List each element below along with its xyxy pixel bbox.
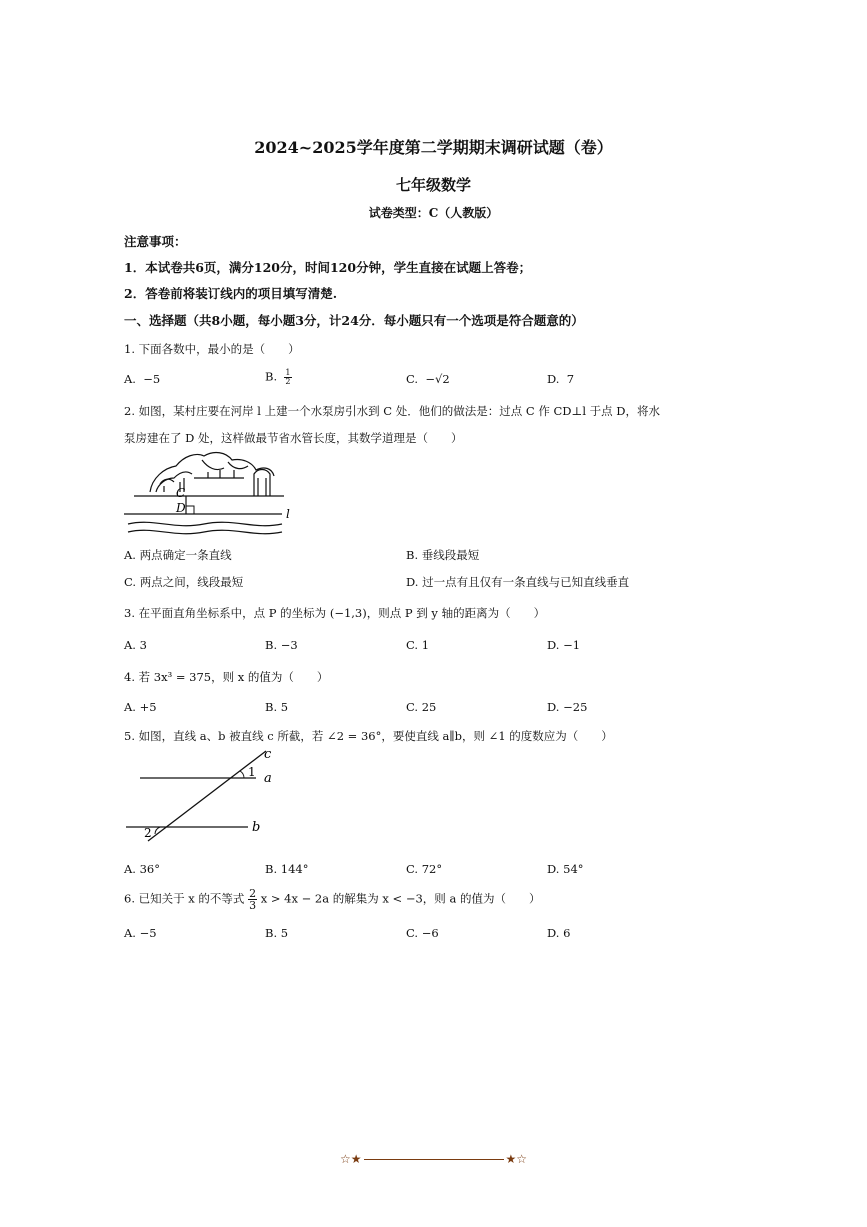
q1-b-num: 1 (285, 368, 291, 377)
q3-option-d: D. −1 (547, 638, 581, 652)
q3-option-c: C. 1 (406, 638, 430, 652)
q1-d-label: D. (547, 372, 560, 386)
notes-item-1: 1．本试卷共6页，满分120分，时间120分钟，学生直接在试题上答卷； (124, 260, 532, 275)
q2-stem-line1: 2. 如图，某村庄要在河岸 l 上建一个水泵房引水到 C 处．他们的做法是：过点 C 作 CD⊥l 于点 D，将水 (124, 404, 661, 418)
q1-option-d (547, 372, 574, 386)
label-a: a (264, 771, 272, 786)
footer-ornament (0, 1152, 867, 1166)
q2-figure-village-river (124, 448, 294, 540)
q2-stem-line2: 泵房建在了 D 处，这样做最节省水管长度，其数学道理是（ ） (124, 431, 463, 445)
q1-b-fraction (284, 369, 291, 386)
q5-option-a: A. 36° (124, 862, 160, 876)
q3-option-b: B. −3 (265, 638, 298, 652)
footer-stars-right: ★☆ (505, 1152, 528, 1166)
q6-num: 2 (249, 887, 257, 900)
q4-option-b: B. 5 (265, 700, 289, 714)
q6-stem-post: x > 4x − 2a 的解集为 x < −3，则 a 的值为（ ） (260, 891, 541, 906)
q6-option-b: B. 5 (265, 926, 289, 940)
q5-stem: 5. 如图，直线 a、b 被直线 c 所截，若 ∠2 = 36°，要使直线 a∥b，则 ∠1 的度数应为（ ） (124, 729, 613, 743)
label-d: D (176, 501, 186, 515)
right-angle-mark (186, 506, 194, 514)
q3-option-a: A. 3 (124, 638, 147, 652)
q6-den: 3 (249, 899, 257, 912)
q1-c-value: −√2 (425, 372, 450, 386)
q1-a-value: −5 (143, 372, 161, 386)
q1-d-value: 7 (566, 372, 575, 386)
q2-option-b: B. 垂线段最短 (406, 548, 480, 562)
river-wave-1 (128, 522, 282, 525)
notes-item-2: 2．答卷前将装订线内的项目填写清楚. (124, 286, 338, 301)
q6-stem (124, 888, 540, 911)
q6-option-d: D. 6 (547, 926, 571, 940)
notes-heading: 注意事项： (124, 234, 187, 249)
q1-option-a (124, 372, 160, 386)
q2-option-c: C. 两点之间，线段最短 (124, 575, 244, 589)
label-c: c (264, 747, 272, 762)
q1-option-c (406, 372, 450, 386)
q2-option-d: D. 过一点有且仅有一条直线与已知直线垂直 (406, 575, 630, 589)
q4-option-a: A. +5 (124, 700, 157, 714)
label-c: C (176, 486, 186, 500)
q5-option-d: D. 54° (547, 862, 584, 876)
label-angle-1: 1 (248, 765, 256, 779)
exam-title: 2024~2025学年度第二学期期末调研试题（卷） (254, 138, 613, 157)
exam-type: 试卷类型：C（人教版） (368, 206, 499, 220)
q4-option-d: D. −25 (547, 700, 588, 714)
q2-option-a: A. 两点确定一条直线 (124, 548, 232, 562)
section-heading: 一、选择题（共8小题，每小题3分，计24分．每小题只有一个选项是符合题意的） (124, 313, 584, 328)
footer-stars-left: ☆★ (339, 1152, 362, 1166)
q1-b-label: B. (265, 369, 278, 384)
q1-c-label: C. (406, 372, 419, 386)
footer-rule (364, 1159, 504, 1160)
label-angle-2: 2 (144, 826, 152, 840)
q1-b-den: 2 (285, 377, 291, 386)
q6-fraction (248, 888, 257, 911)
q6-option-a: A. −5 (124, 926, 157, 940)
village-hills-drawing (134, 453, 284, 496)
q4-option-c: C. 25 (406, 700, 437, 714)
angle-1-arc (240, 771, 244, 778)
q5-figure-parallel-lines (124, 745, 274, 845)
label-b: b (252, 820, 261, 835)
q6-stem-pre: 6. 已知关于 x 的不等式 (124, 891, 245, 906)
q1-stem: 1. 下面各数中，最小的是（ ） (124, 342, 300, 356)
q5-option-c: C. 72° (406, 862, 443, 876)
exam-subject: 七年级数学 (395, 176, 471, 194)
q1-option-b (265, 369, 292, 386)
label-l: l (286, 507, 290, 521)
q6-option-c: C. −6 (406, 926, 439, 940)
q3-stem: 3. 在平面直角坐标系中，点 P 的坐标为 (−1,3)，则点 P 到 y 轴的距离为（ ） (124, 606, 546, 620)
q1-a-label: A. (124, 372, 136, 386)
q4-stem: 4. 若 3x³ = 375，则 x 的值为（ ） (124, 670, 329, 684)
river-wave-2 (128, 530, 282, 533)
q5-option-b: B. 144° (265, 862, 309, 876)
